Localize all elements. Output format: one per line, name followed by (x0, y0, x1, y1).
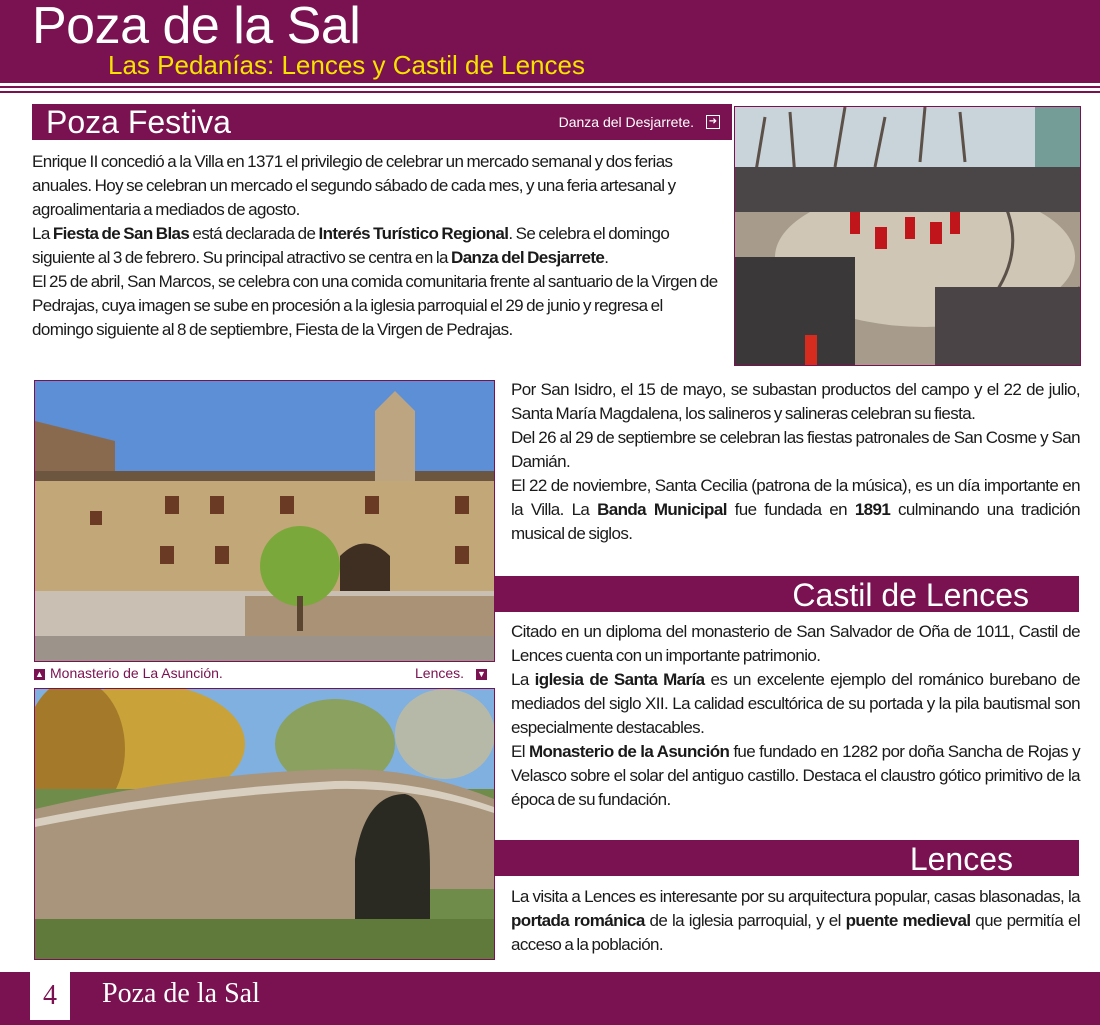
paragraph (511, 740, 1080, 812)
paragraph: El 25 de abril, San Marcos, se celebra con una comida comunitaria frente al santuario de la Virgen de Pedrajas, cuya imagen se sube en procesión a la iglesia parroquial el 29 de junio y regresa el domingo siguiente al 8 de septiembre, Fiesta de la Virgen de Pedrajas. (32, 272, 718, 339)
photo-puente-lences (34, 688, 495, 960)
text-span: . Se celebra el domingo siguiente al 3 de febrero. Su principal atractivo se centra en la (32, 224, 670, 267)
bold-text: Monasterio de la Asunción (528, 742, 730, 761)
arrow-up-icon: ▲ (35, 668, 44, 679)
text-span: es un excelente ejemplo del románico burebano de mediados del siglo XII. La calidad escultórica de su portada y la pila bautismal son especialmente destacables. (511, 670, 1080, 737)
caption-monasterio (34, 664, 223, 682)
page-subtitle: Las Pedanías: Lences y Castil de Lences (108, 50, 585, 80)
text-span: La visita a Lences es interesante por su arquitectura popular, casas blasonadas, la (511, 887, 1080, 906)
photo-caption-danza: Danza del Desjarrete. (558, 114, 694, 130)
text-festiva (32, 150, 722, 342)
bold-text: 1891 (854, 500, 891, 519)
section-bar-castil (494, 576, 1079, 612)
text-span: El (511, 742, 529, 761)
photo-danza-desjarrete (734, 106, 1081, 366)
section-bar-lences (494, 840, 1079, 876)
text-span: fue fundado en 1282 por doña Sancha de Rojas y Velasco sobre el solar del antiguo castillo. Destaca el claustro gótico primitivo de la época de su fundación. (511, 742, 1080, 809)
section-heading-festiva: Poza Festiva (46, 104, 231, 140)
text-span: . (604, 248, 609, 267)
text-span: que permitía el acceso a la población. (511, 911, 1080, 954)
text-span: está declarada de (189, 224, 319, 243)
paragraph: Del 26 al 29 de septiembre se celebran las fiestas patronales de San Cosme y San Damián. (511, 428, 1080, 471)
page-number: 4 (43, 980, 57, 1011)
bold-text: Interés Turístico Regional (318, 224, 509, 243)
text-span: culminando una tradición musical de siglos. (511, 500, 1080, 543)
text-castil (511, 620, 1080, 812)
caption-text: Monasterio de La Asunción. (50, 665, 223, 681)
bold-text: Banda Municipal (597, 500, 727, 519)
paragraph: Enrique II concedió a la Villa en 1371 el privilegio de celebrar un mercado semanal y dos ferias anuales. Hoy se celebran un mercado el segundo sábado de cada mes, y una feria artesanal y agroalimentaria a mediados de agosto. (32, 152, 676, 219)
footer-title: Poza de la Sal (102, 978, 260, 1009)
header-rule (0, 86, 1100, 88)
header-rule (0, 91, 1100, 93)
bold-text: Danza del Desjarrete (451, 248, 605, 267)
bold-text: Fiesta de San Blas (52, 224, 190, 243)
section-bar-festiva (32, 104, 732, 140)
arrow-down-icon: ▼ (476, 668, 486, 679)
text-span: La (32, 224, 53, 243)
text-span: de la iglesia parroquial, y el (644, 911, 846, 930)
paragraph: Por San Isidro, el 15 de mayo, se subastan productos del campo y el 22 de julio, Santa María Magdalena, los salineros y salineras celebran su fiesta. (511, 380, 1080, 423)
paragraph (32, 222, 722, 270)
paragraph: Citado en un diploma del monasterio de San Salvador de Oña de 1011, Castil de Lences cuenta con un importante patrimonio. (511, 622, 1080, 665)
arrow-right-icon: ➜ (706, 115, 720, 129)
caption-text: Lences. (415, 665, 465, 681)
text-span: La (511, 670, 535, 689)
photo-monasterio (34, 380, 495, 662)
text-span: El 22 de noviembre, Santa Cecilia (patrona de la música), es un día importante en la Villa. La (511, 476, 1080, 519)
section-heading-lences: Lences (909, 841, 1013, 877)
paragraph (511, 668, 1080, 740)
paragraph (511, 885, 1080, 957)
section-heading-castil: Castil de Lences (792, 577, 1029, 613)
bold-text: portada románica (511, 911, 645, 930)
text-fiestas (511, 378, 1080, 546)
page-title: Poza de la Sal (32, 0, 361, 55)
text-lences (511, 885, 1080, 957)
text-span: fue fundada en (726, 500, 855, 519)
paragraph (511, 474, 1080, 546)
bold-text: iglesia de Santa María (534, 670, 705, 689)
bold-text: puente medieval (845, 911, 971, 930)
caption-lences (415, 664, 487, 682)
